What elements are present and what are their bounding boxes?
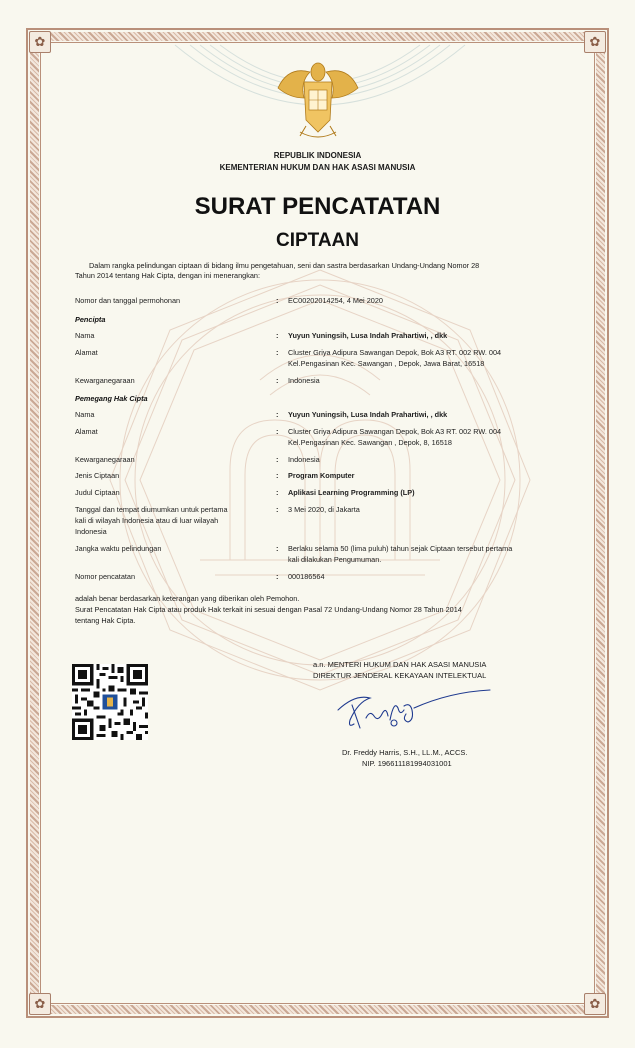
closing-line-1: adalah benar berdasarkan keterangan yang diberikan oleh Pemohon. — [75, 594, 300, 603]
colon-separator: : — [276, 505, 279, 514]
document-title: SURAT PENCATATAN — [194, 193, 441, 220]
creator-section-heading: Pencipta — [75, 315, 106, 324]
holder-address-line-1: Cluster Griya Adipura Sawangan Depok, Bok A3 RT. 002 RW. 004 — [288, 427, 502, 436]
colon-separator: : — [276, 376, 279, 385]
handwritten-signature — [330, 680, 510, 740]
holder-name-value: Yuyun Yuningsih, Lusa Indah Prahartiwi, , dkk — [288, 410, 448, 419]
holder-address-line-2: Kel.Pengasinan Kec. Sawangan , Depok, 8, 16518 — [288, 438, 452, 447]
announcement-value: 3 Mei 2020, di Jakarta — [288, 505, 360, 514]
signatory-name: Dr. Freddy Harris, S.H., LL.M., ACCS. — [342, 748, 468, 757]
work-title-value: Aplikasi Learning Programming (LP) — [288, 488, 415, 497]
colon-separator: : — [276, 296, 279, 305]
creator-name-value: Yuyun Yuningsih, Lusa Indah Prahartiwi, , dkk — [288, 331, 448, 340]
colon-separator: : — [276, 488, 279, 497]
protection-period-line-1: Berlaku selama 50 (lima puluh) tahun sejak Ciptaan tersebut pertama — [288, 544, 513, 553]
closing-line-3: tentang Hak Cipta. — [75, 616, 136, 625]
announcement-label-line-1: Tanggal dan tempat diumumkan untuk pertama — [75, 505, 228, 514]
corner-ornament-icon: ✿ — [584, 993, 606, 1015]
signature-on-behalf: a.n. MENTERI HUKUM DAN HAK ASASI MANUSIA — [313, 660, 487, 669]
colon-separator: : — [276, 410, 279, 419]
work-type-label: Jenis Ciptaan — [75, 471, 120, 480]
colon-separator: : — [276, 427, 279, 436]
creator-address-line-1: Cluster Griya Adipura Sawangan Depok, Bok A3 RT. 002 RW. 004 — [288, 348, 502, 357]
ministry-heading: KEMENTERIAN HUKUM DAN HAK ASASI MANUSIA — [219, 163, 416, 172]
creator-nationality-label: Kewarganegaraan — [75, 376, 135, 385]
work-type-value: Program Komputer — [288, 471, 355, 480]
signatory-nip: NIP. 196611181994031001 — [362, 759, 452, 768]
announcement-label-line-2: kali di wilayah Indonesia atau di luar wilayah — [75, 516, 219, 525]
closing-line-2: Surat Pencatatan Hak Cipta atau produk Hak terkait ini sesuai dengan Pasal 72 Undang-Undang Nomor 28 Tahun 2014 — [75, 605, 462, 614]
colon-separator: : — [276, 471, 279, 480]
corner-ornament-icon: ✿ — [29, 31, 51, 53]
qr-code — [72, 664, 148, 740]
signature-position: DIREKTUR JENDERAL KEKAYAAN INTELEKTUAL — [313, 671, 487, 680]
record-number-value: 000186564 — [288, 572, 325, 581]
country-heading: REPUBLIK INDONESIA — [273, 151, 362, 160]
holder-nationality-label: Kewarganegaraan — [75, 455, 135, 464]
protection-period-line-2: kali dilakukan Pengumuman. — [288, 555, 382, 564]
holder-section-heading: Pemegang Hak Cipta — [75, 394, 148, 403]
work-title-label: Judul Ciptaan — [75, 488, 120, 497]
holder-nationality-value: Indonesia — [288, 455, 320, 464]
announcement-label-line-3: Indonesia — [75, 527, 107, 536]
corner-ornament-icon: ✿ — [584, 31, 606, 53]
colon-separator: : — [276, 331, 279, 340]
creator-nationality-value: Indonesia — [288, 376, 320, 385]
colon-separator: : — [276, 455, 279, 464]
creator-address-label: Alamat — [75, 348, 98, 357]
intro-line-1: Dalam rangka pelindungan ciptaan di bidang ilmu pengetahuan, seni dan sastra berdasarkan Undang-Undang Nomor 28 — [89, 261, 480, 270]
creator-name-label: Nama — [75, 331, 95, 340]
creator-address-line-2: Kel.Pengasinan Kec. Sawangan , Depok, Jawa Barat, 16518 — [288, 359, 485, 368]
corner-ornament-icon: ✿ — [29, 993, 51, 1015]
holder-name-label: Nama — [75, 410, 95, 419]
colon-separator: : — [276, 544, 279, 553]
protection-period-label: Jangka waktu pelindungan — [75, 544, 162, 553]
intro-line-2: Tahun 2014 tentang Hak Cipta, dengan ini menerangkan: — [75, 271, 260, 280]
holder-address-label: Alamat — [75, 427, 98, 436]
record-number-label: Nomor pencatatan — [75, 572, 136, 581]
application-value: EC00202014254, 4 Mei 2020 — [288, 296, 383, 305]
colon-separator: : — [276, 348, 279, 357]
document-subtitle: CIPTAAN — [275, 230, 360, 251]
application-label: Nomor dan tanggal permohonan — [75, 296, 181, 305]
colon-separator: : — [276, 572, 279, 581]
